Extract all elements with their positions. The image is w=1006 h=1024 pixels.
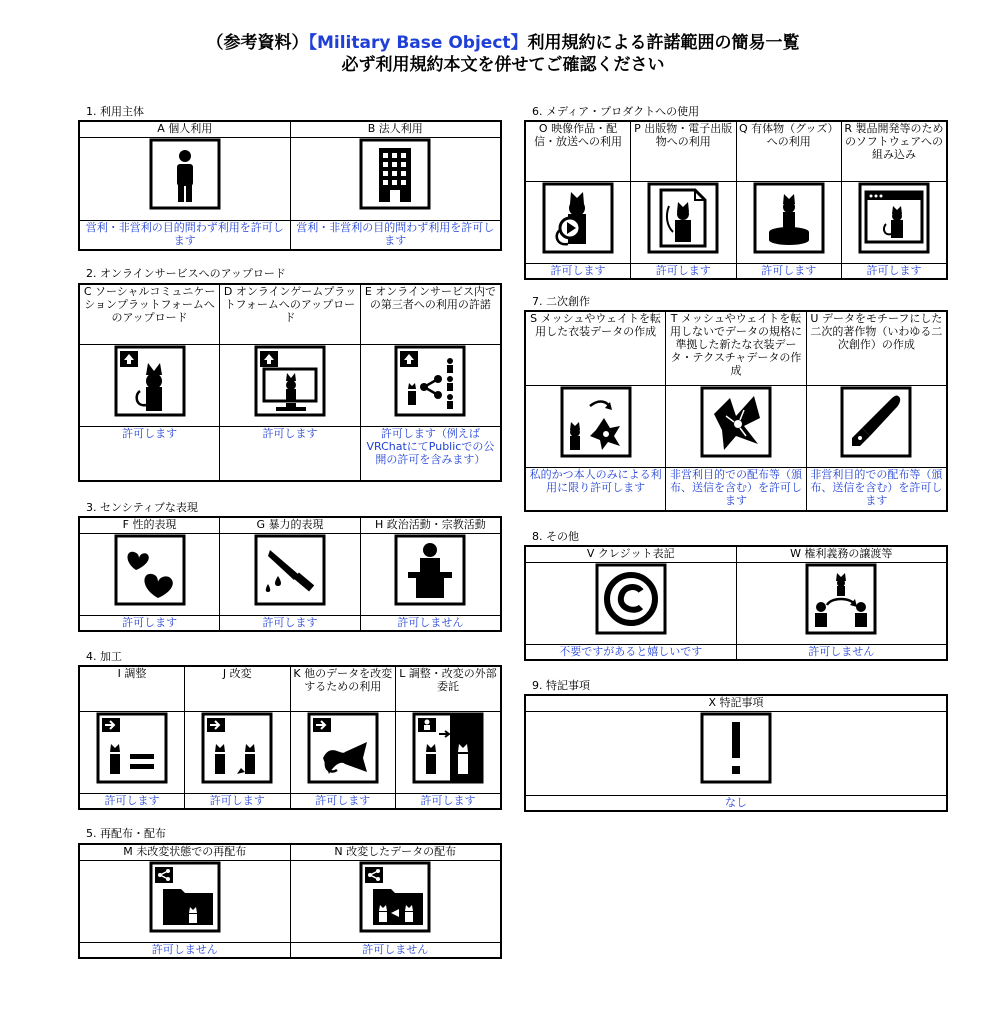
pen-icon <box>840 386 912 458</box>
video-icon <box>542 182 614 254</box>
person-icon <box>149 138 221 210</box>
mesh-transfer-icon <box>560 386 632 458</box>
section-heading-2: 2. オンラインサービスへのアップロード <box>86 267 286 280</box>
section-table-5 <box>78 843 502 959</box>
section-table-9 <box>524 694 948 812</box>
item-value-j: 許可します <box>185 793 291 809</box>
item-label-t: T メッシュやウェイトを転用しないでデータの規格に準拠した新たな衣装データ・テクスチャデータの作成 <box>666 311 807 385</box>
item-label-n: N 改変したデータの配布 <box>290 844 501 860</box>
item-value-w: 許可しません <box>736 644 947 660</box>
section-heading-9: 9. 特記事項 <box>532 679 590 692</box>
item-label-k: K 他のデータを改変するための利用 <box>290 666 396 711</box>
item-label-c: C ソーシャルコミュニケーションプラットフォームへのアップロード <box>79 284 220 344</box>
item-value-b: 営利・非営利の目的問わず利用を許可します <box>290 220 501 250</box>
title-prefix: （参考資料） <box>206 33 309 53</box>
upload-game-icon <box>254 345 326 417</box>
item-label-r: R 製品開発等のためのソフトウェアへの組み込み <box>842 121 948 181</box>
section-heading-4: 4. 加工 <box>86 650 122 663</box>
title-brand: 【Military Base Object】 <box>308 33 528 53</box>
item-value-q: 許可します <box>736 263 842 279</box>
item-label-x: X 特記事項 <box>525 695 947 711</box>
redistribute-icon <box>149 861 221 933</box>
item-value-v: 不要ですがあると嬉しいです <box>525 644 736 660</box>
item-value-m: 許可しません <box>79 942 290 958</box>
item-value-o: 許可します <box>525 263 631 279</box>
item-value-l: 許可します <box>396 793 502 809</box>
section-table-3 <box>78 516 502 632</box>
item-value-c: 許可します <box>79 426 220 481</box>
section-table-4 <box>78 665 502 810</box>
item-label-u: U データをモチーフにした二次的著作物（いわゆる二次創作）の作成 <box>806 311 947 385</box>
building-icon <box>359 138 431 210</box>
item-label-a: A 個人利用 <box>79 121 290 137</box>
item-value-h: 許可しません <box>360 615 501 631</box>
section-heading-7: 7. 二次創作 <box>532 295 590 308</box>
item-label-m: M 未改変状態での再配布 <box>79 844 290 860</box>
item-label-p: P 出版物・電子出版物への利用 <box>631 121 737 181</box>
item-label-b: B 法人利用 <box>290 121 501 137</box>
item-label-q: Q 有体物（グッズ）への利用 <box>736 121 842 181</box>
item-value-r: 許可します <box>842 263 948 279</box>
adjust-icon <box>96 712 168 784</box>
item-label-l: L 調整・改変の外部委託 <box>396 666 502 711</box>
item-label-j: J 改変 <box>185 666 291 711</box>
exclamation-icon <box>700 712 772 784</box>
title-suffix: 利用規約による許諾範囲の簡易一覧 <box>527 33 800 53</box>
item-value-e: 許可します（例えばVRChatにてPublicでの公開の許可を含みます） <box>360 426 501 481</box>
item-value-d: 許可します <box>220 426 361 481</box>
section-table-8 <box>524 545 948 661</box>
item-value-n: 許可しません <box>290 942 501 958</box>
upload-social-icon <box>114 345 186 417</box>
copyright-icon <box>595 563 667 635</box>
section-table-7 <box>524 310 948 512</box>
section-heading-1: 1. 利用主体 <box>86 105 144 118</box>
item-value-f: 許可します <box>79 615 220 631</box>
publication-icon <box>647 182 719 254</box>
bow-icon <box>307 712 379 784</box>
item-value-p: 許可します <box>631 263 737 279</box>
item-value-u: 非営利目的での配布等（頒布、送信を含む）を許可します <box>806 467 947 511</box>
item-value-t: 非営利目的での配布等（頒布、送信を含む）を許可します <box>666 467 807 511</box>
section-table-1 <box>78 120 502 251</box>
modify-icon <box>201 712 273 784</box>
page-title <box>0 32 1006 54</box>
hearts-icon <box>114 534 186 606</box>
section-heading-8: 8. その他 <box>532 530 579 543</box>
item-value-k: 許可します <box>290 793 396 809</box>
item-label-v: V クレジット表記 <box>525 546 736 562</box>
item-label-g: G 暴力的表現 <box>220 517 361 533</box>
item-value-x: なし <box>525 795 947 811</box>
item-label-f: F 性的表現 <box>79 517 220 533</box>
item-label-e: E オンラインサービス内での第三者への利用の許諾 <box>360 284 501 344</box>
ribbon-icon <box>700 386 772 458</box>
item-label-h: H 政治活動・宗教活動 <box>360 517 501 533</box>
section-table-6 <box>524 120 948 280</box>
figure-icon <box>753 182 825 254</box>
section-heading-6: 6. メディア・プロダクトへの使用 <box>532 105 700 118</box>
item-label-i: I 調整 <box>79 666 185 711</box>
software-icon <box>858 182 930 254</box>
section-heading-5: 5. 再配布・配布 <box>86 827 166 840</box>
item-label-s: S メッシュやウェイトを転用した衣装データの作成 <box>525 311 666 385</box>
knife-icon <box>254 534 326 606</box>
podium-icon <box>394 534 466 606</box>
section-heading-3: 3. センシティブな表現 <box>86 501 198 514</box>
item-value-a: 営利・非営利の目的問わず利用を許可します <box>79 220 290 250</box>
item-label-d: D オンラインゲームプラットフォームへのアップロード <box>220 284 361 344</box>
item-value-i: 許可します <box>79 793 185 809</box>
page-subtitle: 必ず利用規約本文を併せてご確認ください <box>341 55 665 75</box>
transfer-rights-icon <box>805 563 877 635</box>
item-value-s: 私的かつ本人のみによる利用に限り許可します <box>525 467 666 511</box>
outsource-icon <box>412 712 484 784</box>
item-value-g: 許可します <box>220 615 361 631</box>
section-table-2 <box>78 283 502 482</box>
distribute-modified-icon <box>359 861 431 933</box>
item-label-w: W 権利義務の譲渡等 <box>736 546 947 562</box>
item-label-o: O 映像作品・配信・放送への利用 <box>525 121 631 181</box>
share-users-icon <box>394 345 466 417</box>
